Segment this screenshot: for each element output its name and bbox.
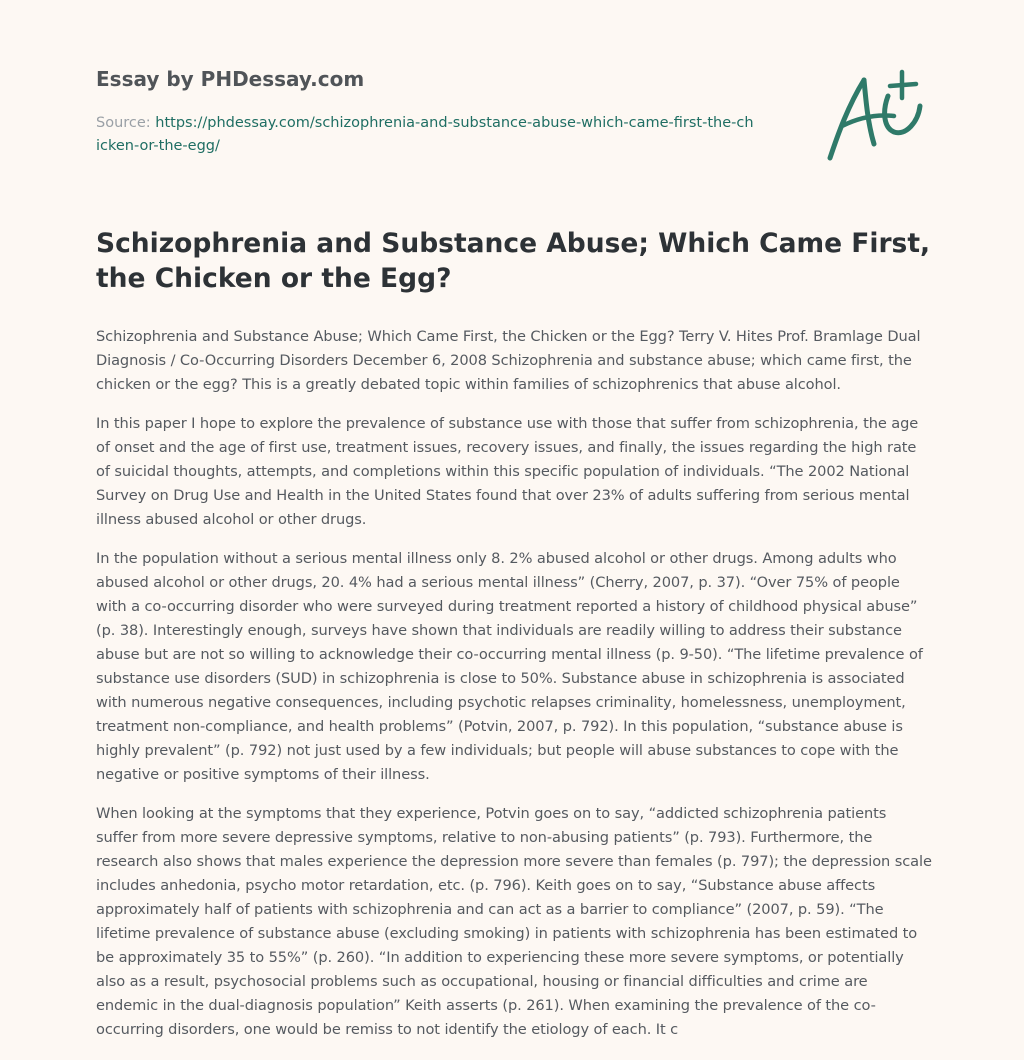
site-title: Essay by PHDessay.com (96, 67, 365, 91)
a-plus-logo-icon (818, 66, 928, 166)
source-line (96, 112, 756, 158)
essay-paragraph: In the population without a serious mental illness only 8. 2% abused alcohol or other drugs. Among adults who abused alcohol or other drugs, 20. 4% had a serious mental illness” (Cherry, 2007, p. 37). “Over 75% of people with a co-occurring disorder who were surveyed during treatment reported a history of childhood physical abuse” (p. 38). Interestingly enough, surveys have shown that individuals are readily willing to address their substance abuse but are not so willing to acknowledge their co-occurring mental illness (p. 9-50). “The lifetime prevalence of substance use disorders (SUD) in schizophrenia is close to 50%. Substance abuse in schizophrenia is associated with numerous negative consequences, including psychotic relapses criminality, homelessness, unemployment, treatment non-compliance, and health problems” (Potvin, 2007, p. 792). In this population, “substance abuse is highly prevalent” (p. 792) not just used by a few individuals; but people will abuse substances to cope with the negative or positive symptoms of their illness. (96, 550, 923, 783)
essay-paragraph: Schizophrenia and Substance Abuse; Which Came First, the Chicken or the Egg? Terry V. Hites Prof. Bramlage Dual Diagnosis / Co-Occurring Disorders December 6, 2008 Schizophrenia and substance abuse; which came first, the chicken or the egg? This is a greatly debated topic within families of schizophrenics that abuse alcohol. (96, 328, 921, 393)
essay-body (96, 325, 932, 1057)
source-label: Source: (96, 115, 156, 131)
essay-title: Schizophrenia and Substance Abuse; Which Came First, the Chicken or the Egg? (96, 228, 931, 294)
essay-paragraph: In this paper I hope to explore the prevalence of substance use with those that suffer from schizophrenia, the age of onset and the age of first use, treatment issues, recovery issues, and finally, the issues regarding the high rate of suicidal thoughts, attempts, and completions within this specific population of individuals. “The 2002 National Survey on Drug Use and Health in the United States found that over 23% of adults suffering from serious mental illness abused alcohol or other drugs. (96, 415, 919, 528)
source-link[interactable]: https://phdessay.com/schizophrenia-and-substance-abuse-which-came-first-the-chicken-or-the-egg/ (96, 115, 754, 154)
essay-paragraph: When looking at the symptoms that they experience, Potvin goes on to say, “addicted schizophrenia patients suffer from more severe depressive symptoms, relative to non-abusing patients” (p. 793). Furthermore, the research also shows that males experience the depression more severe than females (p. 797); the depression scale includes anhedonia, psycho motor retardation, etc. (p. 796). Keith goes on to say, “Substance abuse affects approximately half of patients with schizophrenia and can act as a barrier to compliance” (2007, p. 59). “The lifetime prevalence of substance abuse (excluding smoking) in patients with schizophrenia has been estimated to be approximately 35 to 55%” (p. 260). “In addition to experiencing these more severe symptoms, or potentially also as a result, psychosocial problems such as occupational, housing or financial difficulties and crime are endemic in the dual-diagnosis population” Keith asserts (p. 261). When examining the prevalence of the co-occurring disorders, one would be remiss to not identify the etiology of each. It c (96, 805, 932, 1038)
